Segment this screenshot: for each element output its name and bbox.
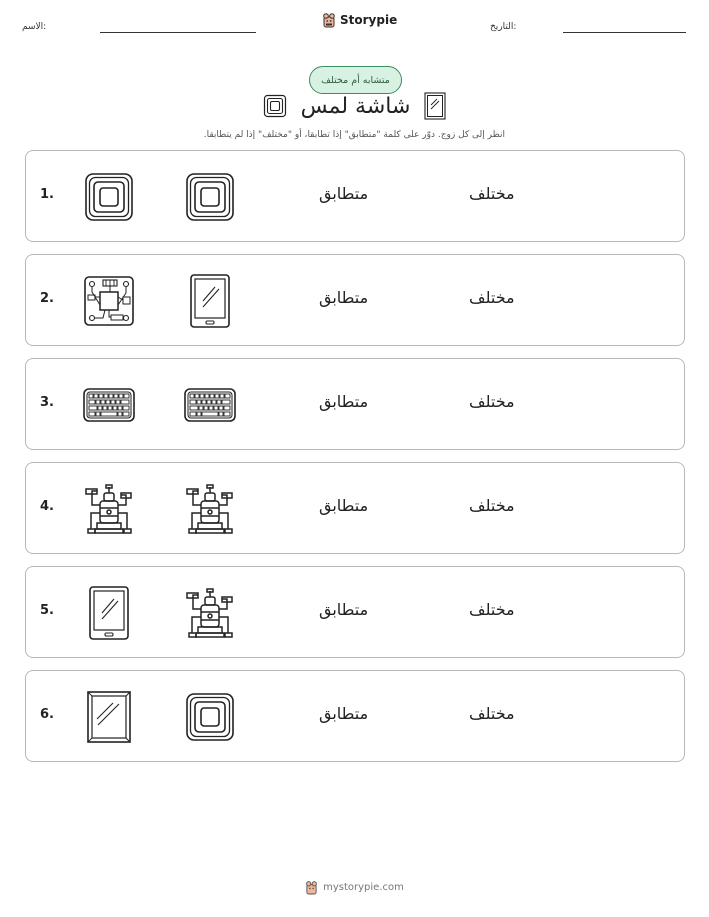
footer	[0, 880, 709, 895]
tablet-icon	[83, 585, 135, 641]
screen-frame-icon	[424, 92, 446, 120]
option-different[interactable]: مختلف	[469, 288, 515, 307]
circuit-board-icon	[83, 275, 135, 327]
option-same[interactable]: متطابق	[319, 496, 369, 515]
name-line[interactable]	[100, 32, 256, 33]
row-number: 1.	[40, 187, 54, 202]
pipes-machine-icon	[184, 587, 236, 639]
option-same[interactable]: متطابق	[319, 600, 369, 619]
option-different[interactable]: مختلف	[469, 600, 515, 619]
option-different[interactable]: مختلف	[469, 184, 515, 203]
pair-row-5	[25, 566, 685, 658]
date-line[interactable]	[563, 32, 686, 33]
brand-name: Storypie	[340, 13, 398, 27]
keyboard-icon	[184, 379, 236, 431]
option-same[interactable]: متطابق	[319, 184, 369, 203]
row-number: 5.	[40, 603, 54, 618]
row-number: 4.	[40, 499, 54, 514]
touchscreen-square-icon	[184, 691, 236, 743]
storypie-mascot-icon	[322, 12, 336, 28]
option-same[interactable]: متطابق	[319, 392, 369, 411]
title-row	[0, 92, 709, 120]
pair-row-2	[25, 254, 685, 346]
option-different[interactable]: مختلف	[469, 496, 515, 515]
keyboard-icon	[83, 379, 135, 431]
option-different[interactable]: مختلف	[469, 392, 515, 411]
screen-frame-icon	[83, 691, 135, 743]
touchscreen-square-icon	[263, 94, 287, 118]
option-same[interactable]: متطابق	[319, 704, 369, 723]
tablet-icon	[184, 273, 236, 329]
category-badge: متشابه أم مختلف	[309, 66, 402, 94]
pipes-machine-icon	[184, 483, 236, 535]
touchscreen-square-icon	[184, 171, 236, 223]
name-label: الاسم:	[22, 22, 47, 32]
footer-url[interactable]: mystorypie.com	[323, 882, 404, 893]
pair-row-3	[25, 358, 685, 450]
option-different[interactable]: مختلف	[469, 704, 515, 723]
option-same[interactable]: متطابق	[319, 288, 369, 307]
instructions: انظر إلى كل زوج. دوّر على كلمة "متطابق" إذا تطابقا، أو "مختلف" إذا لم يتطابقا.	[203, 130, 505, 140]
row-number: 2.	[40, 291, 54, 306]
storypie-mascot-icon	[305, 880, 318, 895]
date-label: التاريخ:	[490, 22, 517, 32]
pair-row-4	[25, 462, 685, 554]
row-number: 6.	[40, 707, 54, 722]
pair-row-6	[25, 670, 685, 762]
page-title: شاشة لمس	[300, 93, 411, 119]
pipes-machine-icon	[83, 483, 135, 535]
brand-logo	[322, 12, 397, 28]
pair-row-1	[25, 150, 685, 242]
touchscreen-square-icon	[83, 171, 135, 223]
row-number: 3.	[40, 395, 54, 410]
